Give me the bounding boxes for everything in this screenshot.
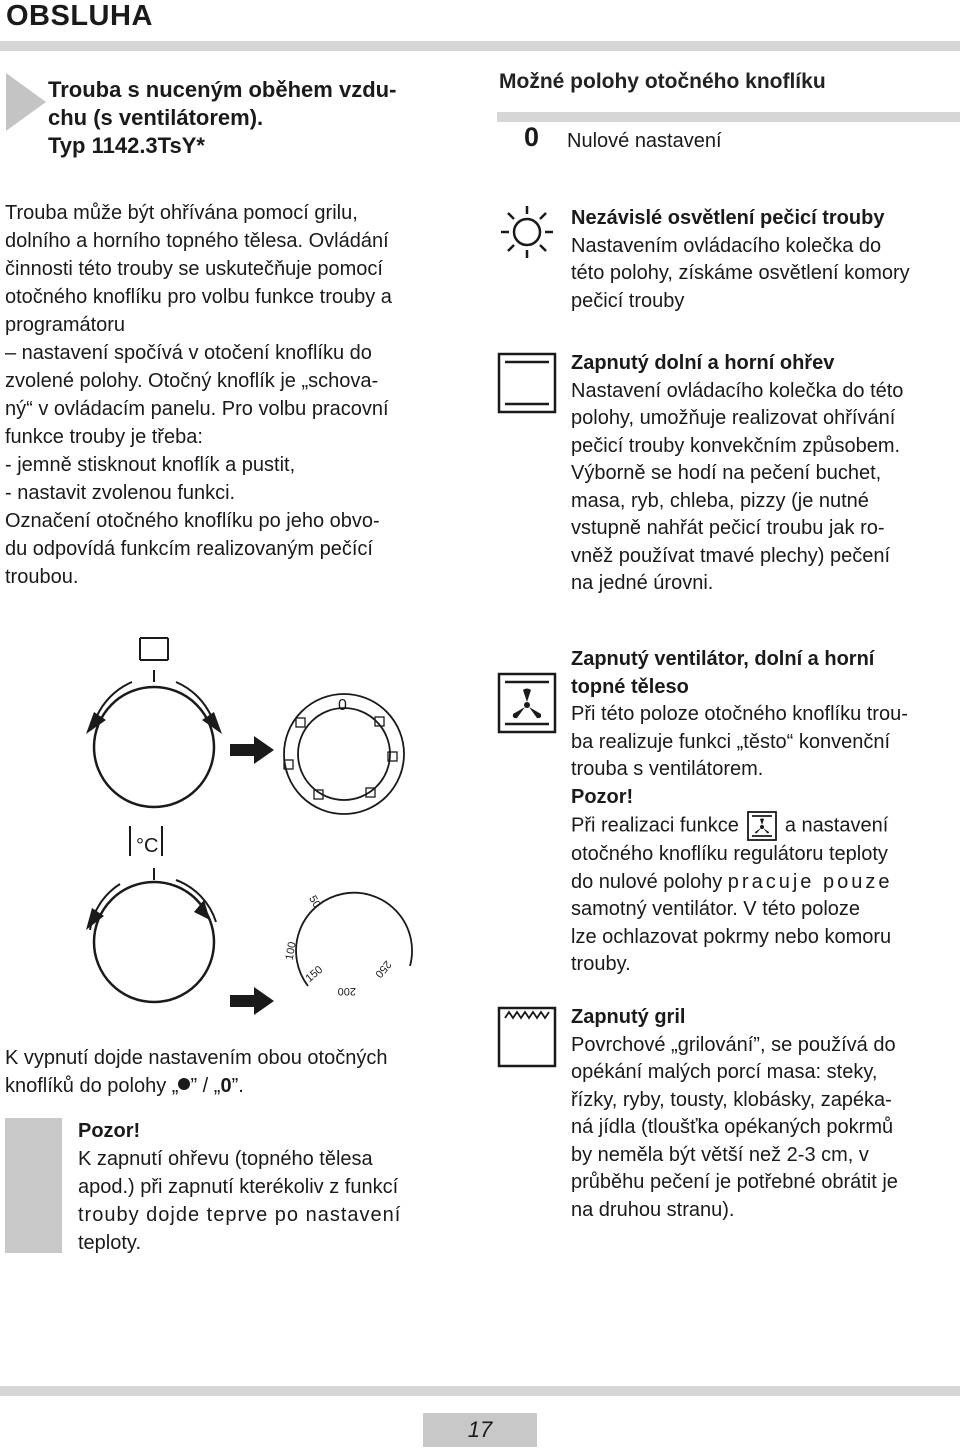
warning-line: trouby dojde teprve po nastavení <box>78 1204 402 1226</box>
warning-line: K zapnutí ohřevu (topného tělesa <box>78 1148 373 1170</box>
switch-off-line: K vypnutí dojde nastavením obou otočných <box>5 1047 388 1069</box>
intro-line: – nastavení spočívá v otočení knoflíku do <box>5 342 372 364</box>
fan-warning-text: do nulové polohy <box>571 870 723 893</box>
temp-tick: 100 <box>283 940 299 962</box>
light-title: Nezávislé osvětlení pečicí trouby <box>571 207 885 229</box>
top-bottom-title: Zapnutý dolní a horní ohřev <box>571 352 835 374</box>
page-heading: OBSLUHA <box>6 0 153 32</box>
grill-line: řízky, ryby, tousty, klobásky, zapéka- <box>571 1088 892 1111</box>
switch-off-mid: ” / „ <box>190 1075 221 1097</box>
intro-line: Trouba může být ohřívána pomocí grilu, <box>5 202 358 224</box>
celsius-label: °C <box>136 835 159 857</box>
intro-line: troubou. <box>5 566 79 588</box>
section-title <box>48 76 468 160</box>
grill-line: Povrchové „grilování”, se používá do <box>571 1033 896 1056</box>
switch-off-text <box>5 1044 465 1100</box>
fan-warning-line: otočného knoflíku regulátoru teploty <box>571 843 888 865</box>
arrow-right-icon <box>230 987 274 1015</box>
intro-line: funkce trouby je třeba: <box>5 426 203 448</box>
dot-icon <box>178 1078 190 1090</box>
switch-off-zero: 0 <box>220 1075 232 1097</box>
fan-warning-line <box>571 869 955 897</box>
section-title-line: chu (s ventilátorem). <box>48 105 264 130</box>
top-bottom-line: vněž používat tmavé plechy) pečení <box>571 544 891 567</box>
light-line: pečicí trouby <box>571 289 685 312</box>
fan-warning-text: pracuje pouze <box>727 870 893 893</box>
grill-line: opékání malých porcí masa: steky, <box>571 1061 878 1083</box>
temp-tick: 50 <box>306 893 323 911</box>
note-marker <box>5 1118 62 1253</box>
page-number: 17 <box>423 1413 537 1447</box>
fan-heat-icon <box>497 672 557 734</box>
fan-description <box>571 646 955 979</box>
top-bottom-line: polohy, umožňuje realizovat ohřívání <box>571 407 896 429</box>
fan-inline-icon <box>747 811 777 841</box>
warning-title: Pozor! <box>78 1120 141 1142</box>
fan-warning-text: Při realizaci funkce <box>571 814 739 837</box>
intro-paragraph <box>5 199 462 591</box>
fan-warning-line: trouby. <box>571 953 631 975</box>
positions-title: Možné polohy otočného knoflíku <box>499 70 826 93</box>
light-description <box>571 205 955 315</box>
fan-line: ba realizuje funkci „těsto“ konvenční <box>571 730 891 753</box>
fan-warning-title: Pozor! <box>571 785 634 808</box>
zero-symbol: 0 <box>524 122 540 152</box>
intro-line: zvolené polohy. Otočný knoflík je „schova- <box>5 370 379 392</box>
fan-line: Při této poloze otočného knoflíku trou- <box>571 703 908 725</box>
grill-line: ná jídla (tloušťka opékaných pokrmů <box>571 1116 894 1138</box>
intro-line: dolního a horního topného tělesa. Ovládání <box>5 230 389 252</box>
top-bottom-line: na jedné úrovni. <box>571 572 714 594</box>
footer-divider <box>0 1386 960 1396</box>
section-arrow-icon <box>6 73 46 131</box>
temp-tick: 200 <box>337 985 356 997</box>
section-title-line: Trouba s nuceným oběhem vzdu- <box>48 77 397 102</box>
intro-line: programátoru <box>5 314 126 336</box>
function-knob <box>94 687 214 807</box>
grill-icon <box>497 1006 557 1068</box>
arrow-right-icon <box>230 736 274 764</box>
switch-off-line <box>5 1072 465 1100</box>
grill-title: Zapnutý gril <box>571 1006 686 1028</box>
top-bottom-line: masa, ryb, chleba, pizzy (je nutné <box>571 489 869 512</box>
fan-title: Zapnutý ventilátor, dolní a horní <box>571 648 875 670</box>
temperature-knob <box>94 882 214 1002</box>
intro-line: ný“ v ovládacím panelu. Pro volbu pracovní <box>5 398 389 420</box>
light-line: Nastavením ovládacího kolečka do <box>571 234 882 257</box>
top-bottom-line: Nastavení ovládacího kolečka do této <box>571 379 904 402</box>
intro-line: - jemně stisknout knoflík a pustit, <box>5 454 296 476</box>
temp-tick: 250 <box>372 958 394 980</box>
top-bottom-heat-icon <box>497 352 557 414</box>
warning-line: apod.) při zapnutí kterékoliv z funkcí <box>78 1176 399 1198</box>
fan-warning-line: lze ochlazovat pokrmy nebo komoru <box>571 925 892 948</box>
intro-line: - nastavit zvolenou funkci. <box>5 482 236 504</box>
warning-line: teploty. <box>78 1232 141 1254</box>
fan-warning-line: samotný ventilátor. V této poloze <box>571 898 861 920</box>
intro-line: činnosti této trouby se uskutečňuje pomocí <box>5 258 383 280</box>
top-bottom-line: pečicí trouby konvekčním způsobem. <box>571 434 901 457</box>
lamp-icon <box>497 204 557 260</box>
fan-title: topné těleso <box>571 675 689 698</box>
grill-line: na druhou stranu). <box>571 1198 735 1221</box>
grill-line: by neměla být větší než 2-3 cm, v <box>571 1143 869 1166</box>
intro-line: otočného knoflíku pro volbu funkce trouby a <box>5 286 392 308</box>
zero-label: Nulové nastavení <box>567 130 722 152</box>
knob-diagram <box>70 630 430 1015</box>
grill-line: průběhu pečení je potřebné obrátit je <box>571 1171 898 1193</box>
top-bottom-line: Výborně se hodí na pečení buchet, <box>571 462 882 484</box>
intro-line: Označení otočného knoflíku po jeho obvo- <box>5 510 380 532</box>
switch-off-prefix: knoflíků do polohy „ <box>5 1075 179 1097</box>
temp-tick: 150 <box>303 963 326 985</box>
header-divider <box>0 41 960 51</box>
light-line: této polohy, získáme osvětlení komory <box>571 262 910 284</box>
top-bottom-description <box>571 350 955 598</box>
positions-divider <box>497 112 960 122</box>
dial-zero-label: 0 <box>338 697 347 714</box>
dial-lamp-icon <box>296 718 305 727</box>
intro-line: du odpovídá funkcím realizovaným pečící <box>5 538 373 560</box>
switch-off-suffix: ”. <box>231 1075 244 1097</box>
warning-note <box>78 1117 461 1257</box>
fan-warning-line <box>571 811 955 841</box>
top-bottom-line: vstupně nahřát pečicí troubu jak ro- <box>571 517 885 539</box>
fan-line: trouba s ventilátorem. <box>571 758 764 780</box>
section-title-line: Typ 1142.3TsY* <box>48 133 205 158</box>
grill-description <box>571 1004 955 1224</box>
fan-warning-text: a nastavení <box>784 814 889 837</box>
